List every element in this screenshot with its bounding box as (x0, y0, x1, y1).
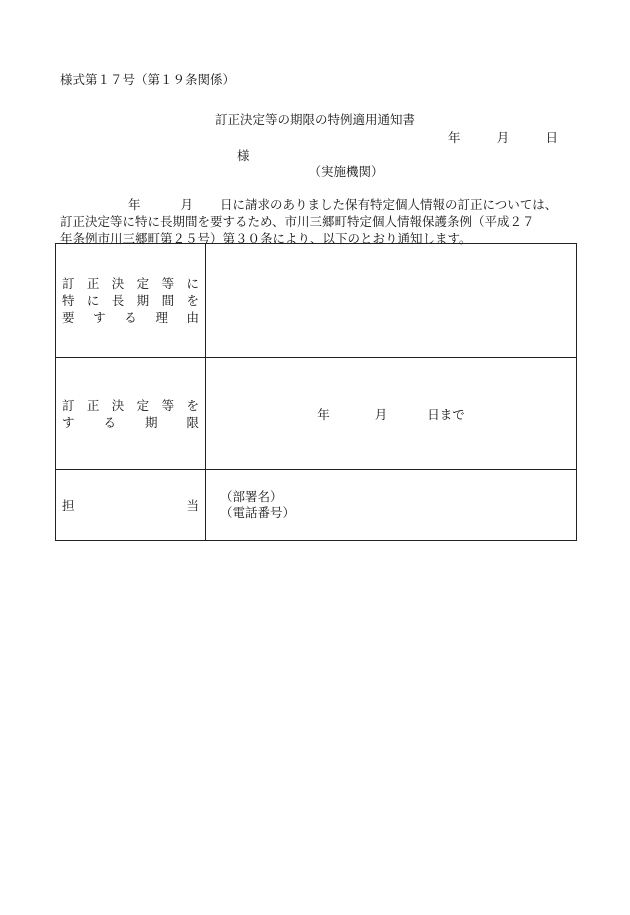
table-row-reason (56, 244, 577, 358)
reason-label-char: 決 (111, 276, 125, 291)
reason-label-char: 正 (86, 276, 100, 291)
reason-label-char: 期 (136, 293, 150, 308)
reason-label-char: 由 (186, 310, 199, 325)
reason-label-char: 理 (155, 310, 168, 325)
date-month: 月 (496, 130, 510, 145)
deadline-field[interactable] (206, 358, 577, 470)
department-name-label: （部署名） (220, 489, 283, 504)
reason-field[interactable] (206, 244, 577, 358)
deadline-label-line-1 (62, 397, 199, 414)
deadline-label-char: 定 (136, 397, 150, 413)
deadline-month: 月 (374, 406, 388, 422)
reason-label-char: る (124, 310, 137, 325)
deadline-label-char: 決 (111, 397, 125, 413)
reason-label-char: 間 (161, 293, 175, 308)
reason-label (56, 244, 206, 358)
date-year: 年 (448, 130, 461, 145)
contact-label-line (62, 497, 199, 514)
contact-field[interactable] (206, 470, 577, 541)
deadline-label-char: す (62, 414, 75, 430)
reason-label-char: に (86, 293, 100, 308)
notice-body (60, 196, 580, 247)
reason-label-char: 定 (136, 276, 150, 291)
deadline-label-char: 等 (161, 397, 175, 413)
deadline-label-char: る (103, 414, 116, 430)
reason-label-char: に (186, 276, 199, 291)
body-line-1 (60, 196, 580, 213)
contact-label (56, 470, 206, 541)
date-day: 日 (545, 130, 558, 145)
body-line1-rest: 日に請求のありました保有特定個人情報の訂正については、 (220, 197, 558, 212)
contact-label-char-1: 担 (62, 497, 75, 513)
deadline-label-char: 訂 (62, 397, 75, 413)
reason-label-line-3 (62, 309, 199, 326)
deadline-label (56, 358, 206, 470)
contact-label-char-2: 当 (186, 497, 199, 513)
body-month: 月 (180, 197, 194, 212)
deadline-day-until: 日まで (427, 406, 465, 422)
implementing-agency: （実施機関） (308, 164, 384, 179)
form-number: 様式第１７号（第１９条関係） (60, 72, 236, 87)
reason-label-char: 要 (62, 310, 75, 325)
document-title: 訂正決定等の期限の特例適用通知書 (214, 112, 415, 127)
table-row-deadline (56, 358, 577, 470)
table-row-contact (56, 470, 577, 541)
reason-label-char: 特 (62, 293, 75, 308)
notice-table (55, 243, 577, 541)
reason-label-char: す (93, 310, 106, 325)
deadline-label-char: を (186, 397, 199, 413)
body-line-2: 訂正決定等に特に長期間を要するため、市川三郷町特定個人情報保護条例（平成２７ (60, 214, 535, 229)
body-year: 年 (128, 197, 141, 212)
addressee-suffix: 様 (237, 148, 250, 163)
issue-date (448, 128, 558, 146)
reason-label-line-1 (62, 275, 199, 292)
phone-number-label: （電話番号） (220, 505, 296, 520)
deadline-label-char: 限 (186, 414, 199, 430)
body-line-3: 年条例市川三郷町第２５号）第３０条により、以下のとおり通知します。 (60, 231, 472, 246)
reason-label-line-2 (62, 292, 199, 309)
deadline-label-char: 期 (144, 414, 158, 430)
reason-label-char: を (186, 293, 199, 308)
reason-label-char: 訂 (62, 276, 75, 291)
deadline-label-char: 正 (86, 397, 100, 413)
deadline-label-line-2 (62, 414, 199, 431)
deadline-year: 年 (317, 406, 330, 422)
reason-label-char: 長 (111, 293, 125, 308)
reason-label-char: 等 (161, 276, 175, 291)
